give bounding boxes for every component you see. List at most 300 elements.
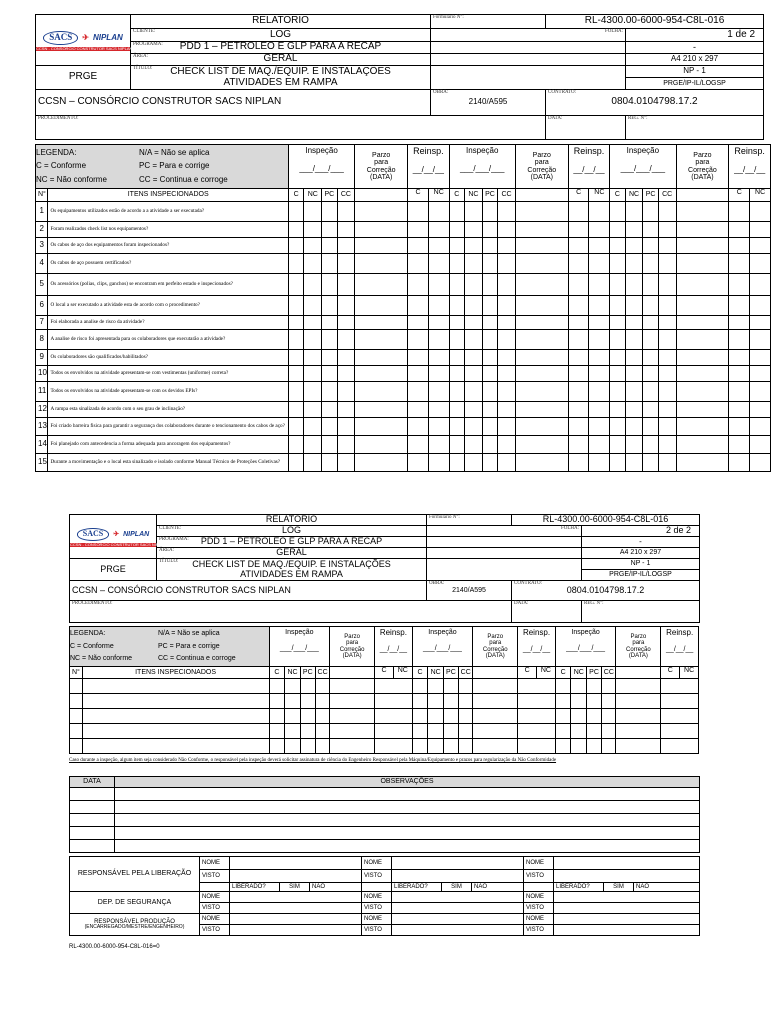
- check-cell[interactable]: [587, 709, 602, 724]
- check-cell[interactable]: [269, 679, 285, 694]
- prazo-cell[interactable]: [515, 382, 568, 402]
- check-cell[interactable]: [449, 316, 465, 330]
- check-cell[interactable]: [610, 418, 626, 436]
- check-cell[interactable]: [610, 274, 626, 296]
- reinsp-c-cell[interactable]: [729, 254, 750, 273]
- check-cell[interactable]: [555, 724, 571, 739]
- reinsp-c-cell[interactable]: [408, 436, 429, 453]
- prazo-cell[interactable]: [676, 296, 729, 316]
- check-cell[interactable]: [428, 679, 444, 694]
- check-cell[interactable]: [658, 274, 676, 296]
- check-cell[interactable]: [482, 274, 498, 296]
- check-cell[interactable]: [610, 366, 626, 382]
- obs-date-cell[interactable]: [70, 840, 115, 853]
- prazo-cell[interactable]: [355, 316, 408, 330]
- reinsp-nc-cell[interactable]: [750, 366, 770, 381]
- prazo-cell[interactable]: [355, 366, 408, 382]
- check-cell[interactable]: [610, 382, 626, 402]
- reinsp-c-cell[interactable]: [729, 274, 750, 295]
- prazo-cell[interactable]: [355, 222, 408, 238]
- check-cell[interactable]: [587, 694, 602, 709]
- check-cell[interactable]: [518, 694, 556, 709]
- reinsp-nc-cell[interactable]: [750, 330, 770, 349]
- check-cell[interactable]: [269, 694, 285, 709]
- check-cell[interactable]: [643, 350, 659, 366]
- prazo-cell[interactable]: [676, 222, 729, 238]
- check-cell[interactable]: [498, 274, 516, 296]
- check-cell[interactable]: [465, 296, 483, 316]
- sig-visto-field[interactable]: [554, 903, 700, 914]
- prazo-cell[interactable]: [515, 274, 568, 296]
- reinsp-c-cell[interactable]: [569, 402, 590, 417]
- check-cell[interactable]: [322, 296, 338, 316]
- reinsp-nc-cell[interactable]: [750, 402, 770, 417]
- check-cell[interactable]: [498, 296, 516, 316]
- prazo-cell[interactable]: [355, 330, 408, 350]
- reinsp-nc-cell[interactable]: [429, 202, 449, 221]
- reinsp-c-cell[interactable]: [569, 330, 590, 349]
- check-cell[interactable]: [315, 724, 330, 739]
- sig-nao-option[interactable]: NÃO: [310, 883, 362, 892]
- prazo-cell[interactable]: [515, 366, 568, 382]
- check-cell[interactable]: [375, 739, 413, 754]
- check-cell[interactable]: [322, 366, 338, 382]
- check-cell[interactable]: [625, 454, 643, 472]
- reinsp-nc-cell[interactable]: [429, 436, 449, 453]
- check-cell[interactable]: [300, 694, 315, 709]
- reinsp-c-cell[interactable]: [408, 454, 429, 471]
- check-cell[interactable]: [458, 709, 473, 724]
- reinsp-c-cell[interactable]: [408, 296, 429, 315]
- check-cell[interactable]: [449, 350, 465, 366]
- check-cell[interactable]: [449, 402, 465, 418]
- check-cell[interactable]: [498, 316, 516, 330]
- check-cell[interactable]: [498, 402, 516, 418]
- check-cell[interactable]: [498, 382, 516, 402]
- check-cell[interactable]: [330, 709, 375, 724]
- check-cell[interactable]: [482, 330, 498, 350]
- check-cell[interactable]: [449, 254, 465, 274]
- check-cell[interactable]: [610, 222, 626, 238]
- check-cell[interactable]: [315, 694, 330, 709]
- obs-date-cell[interactable]: [70, 788, 115, 801]
- check-cell[interactable]: [643, 454, 659, 472]
- check-cell[interactable]: [601, 739, 616, 754]
- check-cell[interactable]: [571, 679, 587, 694]
- check-cell[interactable]: [555, 694, 571, 709]
- check-cell[interactable]: [555, 739, 571, 754]
- check-cell[interactable]: [482, 454, 498, 472]
- prazo-cell[interactable]: [676, 274, 729, 296]
- reinsp-nc-cell[interactable]: [750, 296, 770, 315]
- reinsp-nc-cell[interactable]: [750, 316, 770, 329]
- check-cell[interactable]: [304, 202, 322, 222]
- check-cell[interactable]: [643, 418, 659, 436]
- check-cell[interactable]: [449, 330, 465, 350]
- check-cell[interactable]: [625, 202, 643, 222]
- reinsp-c-cell[interactable]: [569, 454, 590, 471]
- prazo-cell[interactable]: [676, 238, 729, 254]
- sig-nome-field[interactable]: [230, 914, 362, 925]
- prazo-cell[interactable]: [515, 296, 568, 316]
- check-cell[interactable]: [625, 222, 643, 238]
- prazo-cell[interactable]: [355, 254, 408, 274]
- check-cell[interactable]: [304, 382, 322, 402]
- obs-text-cell[interactable]: [115, 788, 700, 801]
- reinsp-c-cell[interactable]: [569, 418, 590, 435]
- prazo-cell[interactable]: [355, 454, 408, 472]
- reinsp-c-cell[interactable]: [569, 296, 590, 315]
- check-cell[interactable]: [322, 436, 338, 454]
- check-cell[interactable]: [304, 238, 322, 254]
- check-cell[interactable]: [616, 694, 661, 709]
- check-cell[interactable]: [661, 679, 699, 694]
- check-cell[interactable]: [375, 724, 413, 739]
- check-cell[interactable]: [473, 694, 518, 709]
- reinsp-nc-cell[interactable]: [429, 238, 449, 253]
- check-cell[interactable]: [465, 330, 483, 350]
- check-cell[interactable]: [322, 274, 338, 296]
- check-cell[interactable]: [458, 679, 473, 694]
- check-cell[interactable]: [304, 402, 322, 418]
- check-cell[interactable]: [643, 202, 659, 222]
- check-cell[interactable]: [288, 222, 304, 238]
- check-cell[interactable]: [610, 238, 626, 254]
- check-cell[interactable]: [643, 366, 659, 382]
- sig-visto-field[interactable]: [230, 903, 362, 914]
- check-cell[interactable]: [643, 402, 659, 418]
- check-cell[interactable]: [449, 222, 465, 238]
- check-cell[interactable]: [465, 274, 483, 296]
- check-cell[interactable]: [465, 254, 483, 274]
- check-cell[interactable]: [643, 330, 659, 350]
- check-cell[interactable]: [337, 454, 355, 472]
- check-cell[interactable]: [449, 238, 465, 254]
- prazo-cell[interactable]: [515, 330, 568, 350]
- check-cell[interactable]: [288, 454, 304, 472]
- sig-sim-option[interactable]: SIM: [604, 883, 634, 892]
- check-cell[interactable]: [498, 330, 516, 350]
- check-cell[interactable]: [482, 402, 498, 418]
- sig-nome-field[interactable]: [554, 892, 700, 903]
- check-cell[interactable]: [300, 679, 315, 694]
- prazo-cell[interactable]: [515, 418, 568, 436]
- check-cell[interactable]: [288, 418, 304, 436]
- check-cell[interactable]: [288, 402, 304, 418]
- check-cell[interactable]: [587, 724, 602, 739]
- reinsp-nc-cell[interactable]: [429, 382, 449, 401]
- reinsp-nc-cell[interactable]: [589, 316, 609, 329]
- check-cell[interactable]: [288, 436, 304, 454]
- reinsp-nc-cell[interactable]: [429, 254, 449, 273]
- check-cell[interactable]: [571, 724, 587, 739]
- reinsp-nc-cell[interactable]: [429, 350, 449, 365]
- reinsp-nc-cell[interactable]: [589, 402, 609, 417]
- check-cell[interactable]: [337, 202, 355, 222]
- sig-visto-field[interactable]: [554, 870, 700, 883]
- sig-nome-field[interactable]: [554, 914, 700, 925]
- check-cell[interactable]: [518, 679, 556, 694]
- check-cell[interactable]: [444, 679, 459, 694]
- obs-text-cell[interactable]: [115, 827, 700, 840]
- reinsp-nc-cell[interactable]: [589, 274, 609, 295]
- obs-date-cell[interactable]: [70, 814, 115, 827]
- check-cell[interactable]: [330, 724, 375, 739]
- check-cell[interactable]: [304, 436, 322, 454]
- check-cell[interactable]: [498, 366, 516, 382]
- check-cell[interactable]: [498, 418, 516, 436]
- check-cell[interactable]: [322, 202, 338, 222]
- check-cell[interactable]: [625, 366, 643, 382]
- check-cell[interactable]: [337, 222, 355, 238]
- check-cell[interactable]: [610, 254, 626, 274]
- check-cell[interactable]: [616, 709, 661, 724]
- reinsp-c-cell[interactable]: [729, 366, 750, 381]
- reinsp-c-cell[interactable]: [569, 222, 590, 237]
- check-cell[interactable]: [288, 274, 304, 296]
- check-cell[interactable]: [587, 679, 602, 694]
- check-cell[interactable]: [322, 316, 338, 330]
- check-cell[interactable]: [449, 418, 465, 436]
- check-cell[interactable]: [473, 739, 518, 754]
- check-cell[interactable]: [571, 709, 587, 724]
- prazo-cell[interactable]: [676, 366, 729, 382]
- sig-nao-option[interactable]: NÃO: [472, 883, 524, 892]
- check-cell[interactable]: [625, 418, 643, 436]
- reinsp-c-cell[interactable]: [408, 316, 429, 329]
- prazo-cell[interactable]: [676, 350, 729, 366]
- check-cell[interactable]: [288, 366, 304, 382]
- check-cell[interactable]: [658, 436, 676, 454]
- reinsp-nc-cell[interactable]: [589, 238, 609, 253]
- check-cell[interactable]: [337, 296, 355, 316]
- sig-sim-option[interactable]: SIM: [280, 883, 310, 892]
- check-cell[interactable]: [658, 402, 676, 418]
- check-cell[interactable]: [315, 739, 330, 754]
- sig-visto-field[interactable]: [392, 925, 524, 936]
- reinsp-nc-cell[interactable]: [750, 454, 770, 471]
- check-cell[interactable]: [625, 238, 643, 254]
- reinsp-c-cell[interactable]: [729, 350, 750, 365]
- check-cell[interactable]: [482, 436, 498, 454]
- check-cell[interactable]: [625, 330, 643, 350]
- prazo-cell[interactable]: [676, 382, 729, 402]
- check-cell[interactable]: [473, 709, 518, 724]
- check-cell[interactable]: [601, 679, 616, 694]
- reinsp-c-cell[interactable]: [729, 382, 750, 401]
- check-cell[interactable]: [601, 709, 616, 724]
- check-cell[interactable]: [269, 739, 285, 754]
- check-cell[interactable]: [625, 436, 643, 454]
- check-cell[interactable]: [375, 679, 413, 694]
- check-cell[interactable]: [300, 724, 315, 739]
- check-cell[interactable]: [601, 694, 616, 709]
- check-cell[interactable]: [658, 202, 676, 222]
- sig-nome-field[interactable]: [230, 857, 362, 870]
- check-cell[interactable]: [465, 418, 483, 436]
- check-cell[interactable]: [337, 366, 355, 382]
- check-cell[interactable]: [322, 402, 338, 418]
- check-cell[interactable]: [412, 739, 428, 754]
- reinsp-nc-cell[interactable]: [429, 222, 449, 237]
- check-cell[interactable]: [304, 296, 322, 316]
- sig-nao-option[interactable]: NÃO: [634, 883, 700, 892]
- check-cell[interactable]: [337, 316, 355, 330]
- prazo-cell[interactable]: [676, 454, 729, 472]
- check-cell[interactable]: [337, 418, 355, 436]
- check-cell[interactable]: [482, 296, 498, 316]
- check-cell[interactable]: [643, 436, 659, 454]
- check-cell[interactable]: [428, 709, 444, 724]
- check-cell[interactable]: [304, 454, 322, 472]
- reinsp-c-cell[interactable]: [729, 238, 750, 253]
- check-cell[interactable]: [304, 366, 322, 382]
- reinsp-nc-cell[interactable]: [589, 436, 609, 453]
- check-cell[interactable]: [428, 739, 444, 754]
- sig-visto-field[interactable]: [392, 903, 524, 914]
- reinsp-nc-cell[interactable]: [429, 296, 449, 315]
- sig-nome-field[interactable]: [392, 892, 524, 903]
- check-cell[interactable]: [337, 382, 355, 402]
- check-cell[interactable]: [304, 274, 322, 296]
- reinsp-c-cell[interactable]: [729, 222, 750, 237]
- reinsp-c-cell[interactable]: [729, 202, 750, 221]
- reinsp-nc-cell[interactable]: [750, 202, 770, 221]
- check-cell[interactable]: [322, 330, 338, 350]
- check-cell[interactable]: [288, 238, 304, 254]
- prazo-cell[interactable]: [676, 436, 729, 454]
- obs-date-cell[interactable]: [70, 827, 115, 840]
- check-cell[interactable]: [285, 739, 301, 754]
- check-cell[interactable]: [304, 316, 322, 330]
- check-cell[interactable]: [616, 679, 661, 694]
- check-cell[interactable]: [465, 366, 483, 382]
- check-cell[interactable]: [616, 724, 661, 739]
- check-cell[interactable]: [610, 316, 626, 330]
- check-cell[interactable]: [482, 254, 498, 274]
- check-cell[interactable]: [643, 296, 659, 316]
- prazo-cell[interactable]: [515, 402, 568, 418]
- reinsp-nc-cell[interactable]: [429, 418, 449, 435]
- reinsp-c-cell[interactable]: [569, 366, 590, 381]
- check-cell[interactable]: [658, 350, 676, 366]
- check-cell[interactable]: [449, 454, 465, 472]
- reinsp-c-cell[interactable]: [729, 330, 750, 349]
- check-cell[interactable]: [322, 222, 338, 238]
- check-cell[interactable]: [337, 350, 355, 366]
- check-cell[interactable]: [465, 202, 483, 222]
- check-cell[interactable]: [658, 366, 676, 382]
- prazo-cell[interactable]: [355, 436, 408, 454]
- reinsp-c-cell[interactable]: [408, 202, 429, 221]
- reinsp-c-cell[interactable]: [569, 382, 590, 401]
- reinsp-nc-cell[interactable]: [429, 316, 449, 329]
- obs-text-cell[interactable]: [115, 814, 700, 827]
- check-cell[interactable]: [482, 202, 498, 222]
- check-cell[interactable]: [444, 739, 459, 754]
- obs-text-cell[interactable]: [115, 840, 700, 853]
- reinsp-nc-cell[interactable]: [589, 222, 609, 237]
- reinsp-c-cell[interactable]: [408, 274, 429, 295]
- reinsp-nc-cell[interactable]: [429, 330, 449, 349]
- check-cell[interactable]: [315, 709, 330, 724]
- check-cell[interactable]: [412, 724, 428, 739]
- reinsp-nc-cell[interactable]: [589, 350, 609, 365]
- obs-text-cell[interactable]: [115, 801, 700, 814]
- check-cell[interactable]: [288, 202, 304, 222]
- check-cell[interactable]: [625, 382, 643, 402]
- check-cell[interactable]: [498, 238, 516, 254]
- check-cell[interactable]: [322, 382, 338, 402]
- prazo-cell[interactable]: [515, 350, 568, 366]
- check-cell[interactable]: [412, 679, 428, 694]
- check-cell[interactable]: [498, 254, 516, 274]
- reinsp-c-cell[interactable]: [569, 316, 590, 329]
- reinsp-nc-cell[interactable]: [589, 254, 609, 273]
- check-cell[interactable]: [555, 679, 571, 694]
- check-cell[interactable]: [458, 694, 473, 709]
- check-cell[interactable]: [661, 739, 699, 754]
- check-cell[interactable]: [498, 436, 516, 454]
- check-cell[interactable]: [285, 709, 301, 724]
- prazo-cell[interactable]: [515, 316, 568, 330]
- check-cell[interactable]: [337, 330, 355, 350]
- sig-nome-field[interactable]: [554, 857, 700, 870]
- check-cell[interactable]: [322, 418, 338, 436]
- check-cell[interactable]: [625, 254, 643, 274]
- sig-nome-field[interactable]: [392, 857, 524, 870]
- check-cell[interactable]: [473, 679, 518, 694]
- check-cell[interactable]: [269, 724, 285, 739]
- reinsp-c-cell[interactable]: [408, 402, 429, 417]
- check-cell[interactable]: [518, 724, 556, 739]
- reinsp-c-cell[interactable]: [729, 418, 750, 435]
- reinsp-nc-cell[interactable]: [750, 222, 770, 237]
- reinsp-nc-cell[interactable]: [750, 418, 770, 435]
- prazo-cell[interactable]: [676, 254, 729, 274]
- reinsp-c-cell[interactable]: [408, 382, 429, 401]
- check-cell[interactable]: [610, 436, 626, 454]
- check-cell[interactable]: [458, 739, 473, 754]
- check-cell[interactable]: [465, 238, 483, 254]
- check-cell[interactable]: [412, 694, 428, 709]
- check-cell[interactable]: [643, 274, 659, 296]
- reinsp-c-cell[interactable]: [729, 402, 750, 417]
- reinsp-nc-cell[interactable]: [589, 296, 609, 315]
- check-cell[interactable]: [465, 436, 483, 454]
- check-cell[interactable]: [322, 254, 338, 274]
- check-cell[interactable]: [658, 296, 676, 316]
- reinsp-nc-cell[interactable]: [750, 274, 770, 295]
- reinsp-c-cell[interactable]: [408, 254, 429, 273]
- check-cell[interactable]: [337, 274, 355, 296]
- check-cell[interactable]: [288, 296, 304, 316]
- check-cell[interactable]: [330, 739, 375, 754]
- check-cell[interactable]: [322, 350, 338, 366]
- sig-visto-field[interactable]: [554, 925, 700, 936]
- check-cell[interactable]: [661, 724, 699, 739]
- check-cell[interactable]: [288, 316, 304, 330]
- reinsp-nc-cell[interactable]: [589, 202, 609, 221]
- prazo-cell[interactable]: [355, 350, 408, 366]
- check-cell[interactable]: [449, 296, 465, 316]
- reinsp-c-cell[interactable]: [729, 436, 750, 453]
- sig-visto-field[interactable]: [230, 870, 362, 883]
- check-cell[interactable]: [610, 202, 626, 222]
- check-cell[interactable]: [458, 724, 473, 739]
- check-cell[interactable]: [304, 350, 322, 366]
- check-cell[interactable]: [285, 694, 301, 709]
